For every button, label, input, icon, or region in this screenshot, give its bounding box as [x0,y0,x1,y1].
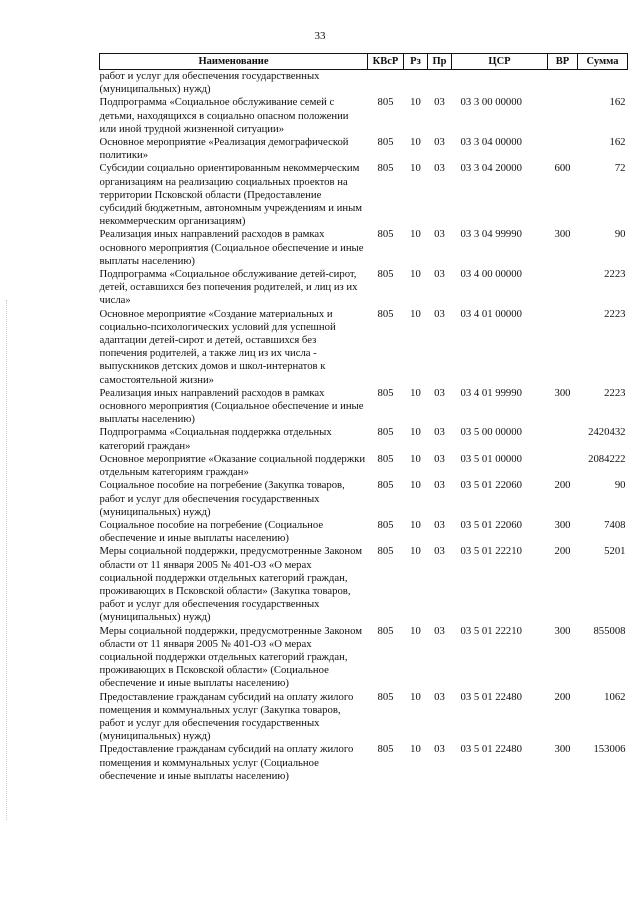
header-pr: Пр [428,54,452,70]
row-name: Подпрограмма «Социальное обслуживание детей-сирот, детей, оставшихся без попечения родителей, и лиц из их числа» [99,268,358,307]
row-pr: 03 [434,518,445,531]
row-csr: 03 5 01 22480 [460,690,522,703]
row-rz: 10 [410,452,421,465]
row-csr: 03 3 00 00000 [460,96,522,109]
row-kvsr: 805 [377,545,394,558]
row-pr: 03 [434,96,445,109]
row-sum: 90 [614,228,626,241]
row-sum: 2084222 [588,452,626,465]
table-row [100,453,628,479]
row-vr: 200 [554,545,571,558]
table-row [100,743,628,783]
row-rz: 10 [410,426,421,439]
row-vr: 600 [554,162,571,175]
row-rz: 10 [410,690,421,703]
table-row [100,691,628,744]
row-vr: 300 [554,624,571,637]
table-row [100,136,628,162]
table-row [100,519,628,545]
row-rz: 10 [410,743,421,756]
row-name: Социальное пособие на погребение (Закупка товаров, работ и услуг для обеспечения государственных (муниципальных) нужд) [99,479,345,518]
scan-margin-mark [6,300,8,820]
row-sum: 2223 [604,268,626,281]
row-name: Основное мероприятие «Создание материальных и социально-психологических условий для успешной адаптации детей-сирот и детей, оставшихся без попечения родителей, а также лиц из их числа - выпускников детских домов и школ-интернатов к самостоятельной жизни» [99,307,336,386]
row-name: Субсидии социально ориентированным некоммерческим организациям на реализацию социальных проектов на территории Псковской области (Предоставление субсидий бюджетным, автономным учреждениям и иным некоммерческим организациям) [99,162,363,228]
row-name: Меры социальной поддержки, предусмотренные Законом области от 11 января 2005 № 401-ОЗ «О мерах социальной поддержки отдельных категорий граждан, проживающих в Псковской области» (Закупка товаров, работ и услуг для обеспечения государственных (муниципальных) нужд) [99,545,362,624]
row-kvsr: 805 [377,690,394,703]
row-vr: 200 [554,690,571,703]
row-csr: 03 5 01 22480 [460,743,522,756]
row-csr [452,70,548,97]
table-body [100,70,628,783]
row-sum [578,70,628,97]
row-csr: 03 5 01 22210 [460,624,522,637]
row-kvsr: 805 [377,307,394,320]
row-sum: 855008 [593,624,626,637]
row-csr: 03 4 01 00000 [460,307,522,320]
row-kvsr: 805 [377,426,394,439]
row-pr: 03 [434,426,445,439]
row-csr: 03 5 01 00000 [460,452,522,465]
row-csr: 03 4 00 00000 [460,268,522,281]
row-pr: 03 [434,228,445,241]
header-name: Наименование [100,54,368,70]
row-csr: 03 3 04 00000 [460,136,522,149]
row-kvsr: 805 [377,162,394,175]
row-kvsr: 805 [377,624,394,637]
row-csr: 03 4 01 99990 [460,386,522,399]
row-rz: 10 [410,545,421,558]
header-vr: ВР [548,54,578,70]
row-sum: 2223 [604,386,626,399]
budget-table [99,53,628,783]
row-sum: 2223 [604,307,626,320]
row-rz: 10 [410,136,421,149]
header-sum: Сумма [578,54,628,70]
row-name: Социальное пособие на погребение (Социальное обеспечение и иные выплаты населению) [99,518,324,545]
row-vr: 300 [554,228,571,241]
row-kvsr: 805 [377,386,394,399]
table-row [100,70,628,97]
row-sum: 72 [614,162,626,175]
row-kvsr: 805 [377,479,394,492]
row-sum: 1062 [604,690,626,703]
row-name: Предоставление гражданам субсидий на оплату жилого помещения и коммунальных услуг (Закупка товаров, работ и услуг для обеспечения государственных (муниципальных) нужд) [99,690,354,743]
row-vr: 300 [554,386,571,399]
row-csr: 03 5 00 00000 [460,426,522,439]
row-pr: 03 [434,690,445,703]
row-csr: 03 3 04 99990 [460,228,522,241]
table-row [100,479,628,519]
table-row [100,387,628,427]
row-rz: 10 [410,624,421,637]
row-rz: 10 [410,96,421,109]
row-rz: 10 [410,307,421,320]
row-name: Предоставление гражданам субсидий на оплату жилого помещения и коммунальных услуг (Социальное обеспечение и иные выплаты населению) [99,743,354,782]
row-name: Реализация иных направлений расходов в рамках основного мероприятия (Социальное обеспечение и иные выплаты населению) [99,386,364,426]
row-pr: 03 [434,479,445,492]
row-vr [548,136,578,162]
page-number: 33 [314,30,326,42]
row-name: Основное мероприятие «Реализация демографической политики» [99,136,349,162]
row-vr [548,96,578,136]
row-vr: 200 [554,479,571,492]
row-pr: 03 [434,386,445,399]
row-kvsr: 805 [377,136,394,149]
row-sum: 7408 [604,518,626,531]
row-sum: 5201 [604,545,626,558]
row-rz [404,70,428,97]
row-csr: 03 5 01 22060 [460,479,522,492]
row-vr [548,70,578,97]
row-kvsr: 805 [377,743,394,756]
row-kvsr [368,70,404,97]
table-row [100,625,628,691]
row-name: Реализация иных направлений расходов в рамках основного мероприятия (Социальное обеспечение и иные выплаты населению) [99,228,364,267]
row-sum: 153006 [593,743,626,756]
row-pr: 03 [434,743,445,756]
row-kvsr: 805 [377,96,394,109]
row-pr: 03 [434,452,445,465]
header-csr: ЦСР [452,54,548,70]
row-pr: 03 [434,624,445,637]
row-kvsr: 805 [377,518,394,531]
row-name: работ и услуг для обеспечения государственных (муниципальных) нужд) [99,70,320,96]
row-kvsr: 805 [377,268,394,281]
row-pr: 03 [434,307,445,320]
row-vr: 300 [554,518,571,531]
row-kvsr: 805 [377,452,394,465]
row-sum: 162 [609,136,626,149]
row-rz: 10 [410,386,421,399]
row-sum: 90 [614,479,626,492]
table-row [100,545,628,624]
row-name: Меры социальной поддержки, предусмотренные Законом области от 11 января 2005 № 401-ОЗ «О мерах социальной поддержки отдельных категорий граждан, проживающих в Псковской области» (Социальное обеспечение и иные выплаты населению) [99,624,362,690]
row-sum: 2420432 [588,426,626,439]
table-row [100,162,628,228]
row-vr [548,308,578,387]
table-row [100,96,628,136]
row-sum: 162 [609,96,626,109]
row-rz: 10 [410,162,421,175]
row-rz: 10 [410,268,421,281]
row-csr: 03 3 04 20000 [460,162,522,175]
row-name: Подпрограмма «Социальная поддержка отдельных категорий граждан» [99,426,332,452]
row-csr: 03 5 01 22060 [460,518,522,531]
table-row [100,308,628,387]
table-row [100,268,628,308]
row-pr: 03 [434,162,445,175]
header-kvsr: КВсР [368,54,404,70]
header-rz: Рз [404,54,428,70]
row-pr [428,70,452,97]
row-rz: 10 [410,518,421,531]
table-header-row [100,54,628,70]
row-vr [548,268,578,308]
row-pr: 03 [434,545,445,558]
row-name: Подпрограмма «Социальное обслуживание семей с детьми, находящихся в социально опасном положении или иной трудной жизненной ситуации» [99,96,349,135]
row-vr: 300 [554,743,571,756]
row-rz: 10 [410,479,421,492]
row-name: Основное мероприятие «Оказание социальной поддержки отдельным категориям граждан» [99,452,366,479]
row-pr: 03 [434,136,445,149]
table-row [100,228,628,268]
row-vr [548,426,578,452]
row-kvsr: 805 [377,228,394,241]
row-rz: 10 [410,228,421,241]
row-csr: 03 5 01 22210 [460,545,522,558]
row-vr [548,453,578,479]
row-pr: 03 [434,268,445,281]
table-row [100,426,628,452]
